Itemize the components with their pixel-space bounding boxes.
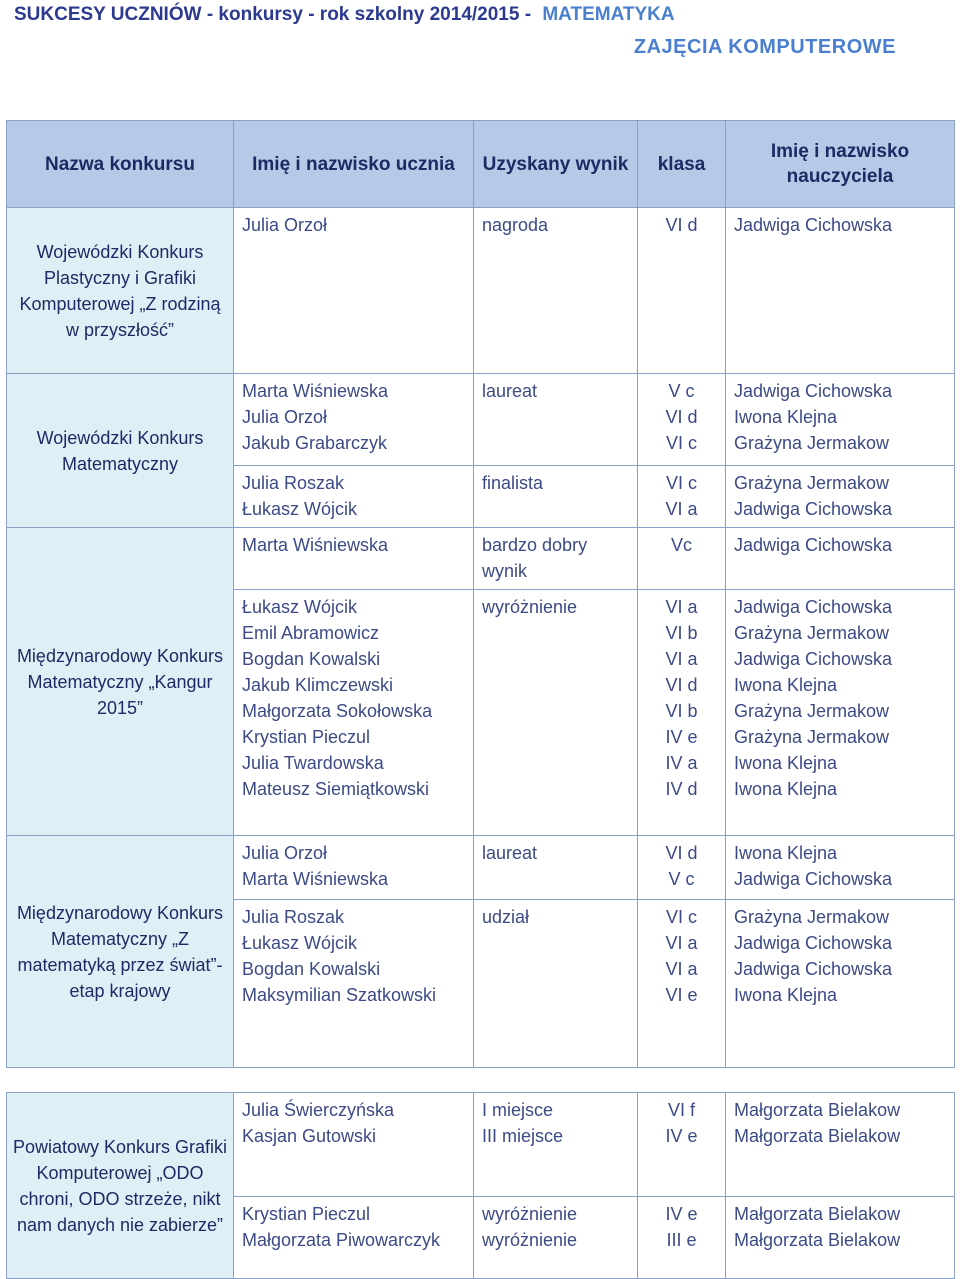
student-name: Bogdan Kowalski: [242, 959, 381, 979]
class: IV d: [665, 779, 698, 799]
column-header: Uzyskany wynik: [474, 121, 638, 208]
class: VI a: [665, 499, 698, 519]
teacher-name: Grażyna Jermakow: [734, 907, 890, 927]
teacher-name-cell: [726, 528, 955, 590]
result-cell: [474, 528, 638, 590]
title-subject: MATEMATYKA: [542, 4, 675, 25]
student-name: Małgorzata Piwowarczyk: [242, 1230, 441, 1250]
class: VI d: [665, 407, 698, 427]
student-name: Kasjan Gutowski: [242, 1126, 377, 1146]
student-name: Bogdan Kowalski: [242, 649, 381, 669]
table-row: [7, 528, 955, 590]
student-name-cell: [234, 836, 474, 900]
result: III miejsce: [482, 1126, 564, 1146]
teacher-name: Jadwiga Cichowska: [734, 649, 893, 669]
column-header: Imię i nazwisko ucznia: [234, 121, 474, 208]
result: wyróżnienie: [482, 597, 578, 617]
teacher-name-cell: [726, 1093, 955, 1197]
class: VI e: [665, 985, 698, 1005]
class-cell: [638, 1197, 726, 1279]
class: VI d: [665, 675, 698, 695]
teacher-name: Jadwiga Cichowska: [734, 869, 893, 889]
teacher-name: Małgorzata Bielakow: [734, 1230, 901, 1250]
student-name: Julia Twardowska: [242, 753, 384, 773]
teacher-name: Iwona Klejna: [734, 843, 838, 863]
result-cell: [474, 374, 638, 466]
teacher-name: Iwona Klejna: [734, 407, 838, 427]
teacher-name-cell: [726, 208, 955, 374]
teacher-name: Iwona Klejna: [734, 753, 838, 773]
teacher-name: Małgorzata Bielakow: [734, 1126, 901, 1146]
student-name-cell: [234, 208, 474, 374]
teacher-name: Jadwiga Cichowska: [734, 381, 893, 401]
class-cell: [638, 1093, 726, 1197]
class-cell: [638, 836, 726, 900]
teacher-name-cell: [726, 836, 955, 900]
student-name: Julia Roszak: [242, 473, 345, 493]
student-name: Julia Orzoł: [242, 843, 328, 863]
result: finalista: [482, 473, 544, 493]
teacher-name: Jadwiga Cichowska: [734, 215, 893, 235]
student-name: Jakub Klimczewski: [242, 675, 394, 695]
class: VI d: [665, 843, 698, 863]
class: VI c: [665, 907, 697, 927]
result: nagroda: [482, 215, 549, 235]
student-name: Julia Orzoł: [242, 407, 328, 427]
student-name: Małgorzata Sokołowska: [242, 701, 433, 721]
teacher-name: Jadwiga Cichowska: [734, 933, 893, 953]
student-name-cell: [234, 466, 474, 528]
class-cell: [638, 208, 726, 374]
spacer-cell: [7, 1068, 955, 1093]
class: VI f: [667, 1100, 695, 1120]
result: wyróżnienie: [482, 1204, 578, 1224]
contest-name-cell: [7, 836, 234, 1068]
result: bardzo dobry wynik: [482, 535, 588, 581]
teacher-name: Grażyna Jermakow: [734, 433, 890, 453]
teacher-name-cell: [726, 590, 955, 836]
student-name: Marta Wiśniewska: [242, 381, 389, 401]
result-cell: [474, 1197, 638, 1279]
result-cell: [474, 836, 638, 900]
teacher-name: Grażyna Jermakow: [734, 623, 890, 643]
contest-name: Wojewódzki Konkurs Plastyczny i Grafiki Komputerowej „Z rodziną w przyszłość”: [19, 241, 221, 340]
class: V c: [668, 869, 695, 889]
student-name: Łukasz Wójcik: [242, 597, 358, 617]
contest-name: Międzynarodowy Konkurs Matematyczny „Z matematyką przez świat”- etap krajowy: [16, 902, 224, 1001]
student-name-cell: [234, 1093, 474, 1197]
teacher-name: Grażyna Jermakow: [734, 701, 890, 721]
contest-name: Powiatowy Konkurs Grafiki Komputerowej „ODO chroni, ODO strzeże, nikt nam danych nie zabierze”: [12, 1136, 228, 1235]
contest-name-cell: [7, 374, 234, 528]
teacher-name-cell: [726, 900, 955, 1068]
student-name-cell: [234, 900, 474, 1068]
teacher-name: Jadwiga Cichowska: [734, 499, 893, 519]
class: III e: [666, 1230, 697, 1250]
result: I miejsce: [482, 1100, 554, 1120]
student-name: Łukasz Wójcik: [242, 933, 358, 953]
teacher-name: Iwona Klejna: [734, 779, 838, 799]
teacher-name: Iwona Klejna: [734, 985, 838, 1005]
class: VI b: [665, 623, 698, 643]
student-name: Julia Orzoł: [242, 215, 328, 235]
student-name-cell: [234, 528, 474, 590]
class: VI a: [665, 959, 698, 979]
teacher-name: Małgorzata Bielakow: [734, 1100, 901, 1120]
teacher-name: Jadwiga Cichowska: [734, 535, 893, 555]
teacher-name-cell: [726, 466, 955, 528]
result-cell: [474, 208, 638, 374]
class: IV a: [665, 753, 698, 773]
contest-name-cell: [7, 208, 234, 374]
teacher-name-cell: [726, 374, 955, 466]
student-name-cell: [234, 1197, 474, 1279]
table-row: [7, 374, 955, 466]
contest-name-cell: [7, 1093, 234, 1279]
contest-name: Międzynarodowy Konkurs Matematyczny „Kangur 2015”: [16, 645, 224, 718]
result: wyróżnienie: [482, 1230, 578, 1250]
class-cell: [638, 374, 726, 466]
table-row: [7, 1093, 955, 1197]
table-header-row: [7, 121, 955, 208]
class: IV e: [665, 1204, 698, 1224]
result: laureat: [482, 381, 538, 401]
column-header: Nazwa konkursu: [7, 121, 234, 208]
student-name: Emil Abramowicz: [242, 623, 380, 643]
teacher-name: Jadwiga Cichowska: [734, 959, 893, 979]
class: VI b: [665, 701, 698, 721]
class: VI a: [665, 597, 698, 617]
column-header: klasa: [638, 121, 726, 208]
student-name: Jakub Grabarczyk: [242, 433, 388, 453]
result-cell: [474, 1093, 638, 1197]
table-row: [7, 836, 955, 900]
section-spacer: [7, 1068, 955, 1093]
class: Vc: [670, 535, 692, 555]
teacher-name: Jadwiga Cichowska: [734, 597, 893, 617]
student-name: Mateusz Siemiątkowski: [242, 779, 430, 799]
class: V c: [668, 381, 695, 401]
result-cell: [474, 466, 638, 528]
result-cell: [474, 900, 638, 1068]
title-main: SUKCESY UCZNIÓW - konkursy - rok szkolny 2014/2015 -: [14, 4, 532, 25]
class: IV e: [665, 727, 698, 747]
student-name: Marta Wiśniewska: [242, 535, 389, 555]
contest-name-cell: [7, 528, 234, 836]
class: VI c: [665, 433, 697, 453]
teacher-name: Iwona Klejna: [734, 675, 838, 695]
contest-name: Wojewódzki Konkurs Matematyczny: [36, 427, 204, 474]
class: VI c: [665, 473, 697, 493]
class-cell: [638, 900, 726, 1068]
class: IV e: [665, 1126, 698, 1146]
class: VI a: [665, 649, 698, 669]
teacher-name-cell: [726, 1197, 955, 1279]
result: udział: [482, 907, 530, 927]
class: VI d: [665, 215, 698, 235]
student-name: Julia Roszak: [242, 907, 345, 927]
results-table: [6, 120, 955, 1279]
result-cell: [474, 590, 638, 836]
page-subtitle: ZAJĘCIA KOMPUTEROWE: [633, 36, 896, 58]
student-name: Łukasz Wójcik: [242, 499, 358, 519]
page-title: [14, 4, 675, 26]
teacher-name: Małgorzata Bielakow: [734, 1204, 901, 1224]
class: VI a: [665, 933, 698, 953]
student-name-cell: [234, 374, 474, 466]
student-name: Marta Wiśniewska: [242, 869, 389, 889]
class-cell: [638, 528, 726, 590]
student-name: Krystian Pieczul: [242, 727, 371, 747]
column-header: Imię i nazwisko nauczyciela: [726, 121, 955, 208]
student-name: Maksymilian Szatkowski: [242, 985, 437, 1005]
teacher-name: Grażyna Jermakow: [734, 727, 890, 747]
table-row: [7, 208, 955, 374]
result: laureat: [482, 843, 538, 863]
student-name: Julia Świerczyńska: [242, 1100, 395, 1120]
student-name-cell: [234, 590, 474, 836]
class-cell: [638, 466, 726, 528]
class-cell: [638, 590, 726, 836]
teacher-name: Grażyna Jermakow: [734, 473, 890, 493]
student-name: Krystian Pieczul: [242, 1204, 371, 1224]
